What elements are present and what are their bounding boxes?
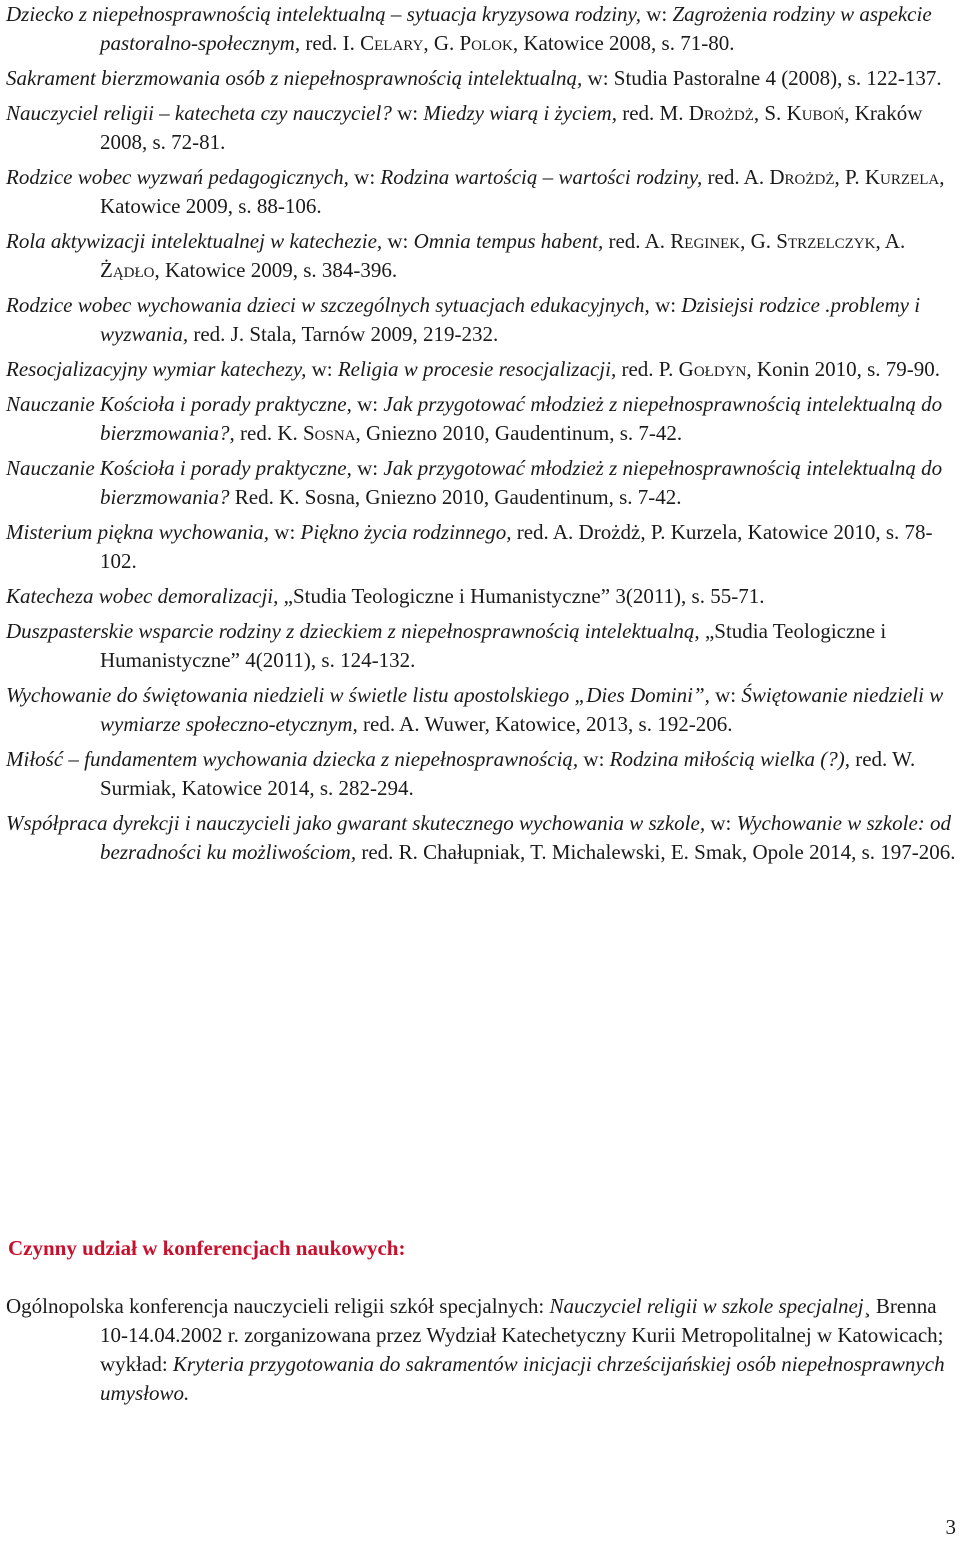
publication-entry-segment: Reginek	[670, 229, 741, 253]
publication-entry-segment: , Katowice 2008, s. 71-80.	[512, 31, 735, 55]
section-heading-conferences: Czynny udział w konferencjach naukowych:	[8, 1236, 406, 1260]
conference-entry-segment: ¸ Brenna 10-14.04.2002 r. zorganizowana przez Wydział Katechetyczny Kurii Metropolitalnej w Katowicach; wykład:	[100, 1294, 944, 1376]
publication-entry	[6, 355, 956, 384]
publication-entry-segment: Nauczanie Kościoła i porady praktyczne,	[6, 392, 352, 416]
publication-entry-segment: Rola aktywizacji intelektualnej w katechezie,	[6, 229, 383, 253]
conference-entry-segment: Kryteria przygotowania do sakramentów inicjacji chrześcijańskiej osób niepełnosprawnych umysłowo.	[100, 1352, 945, 1405]
publication-entry	[6, 0, 956, 58]
publication-entry-segment: , P.	[834, 165, 865, 189]
conference-entry-segment: Nauczyciel religii w szkole specjalnej	[549, 1294, 864, 1318]
publication-entry-segment: , Konin 2010, s. 79-90.	[746, 357, 940, 381]
publication-entry-segment: red. J. Stala, Tarnów 2009, 219-232.	[188, 322, 499, 346]
publication-entry	[6, 99, 956, 157]
conference-entry	[6, 1292, 956, 1408]
publication-entry-segment: red. P.	[616, 357, 679, 381]
publication-entry-segment: red. I.	[300, 31, 361, 55]
publication-entry-segment: w:	[649, 293, 682, 317]
publication-entry-segment: Świętowanie niedzieli w wymiarze społeczno-etycznym,	[100, 683, 944, 736]
publication-entry-segment: w:	[348, 165, 381, 189]
publication-entry-segment: w:	[391, 101, 424, 125]
publication-entry	[6, 582, 956, 611]
publication-entry-segment: Strzelczyk	[776, 229, 876, 253]
publication-entry	[6, 681, 956, 739]
publication-entry-segment: Kurzela	[864, 165, 940, 189]
publication-entry-segment: Misterium piękna wychowania,	[6, 520, 270, 544]
publication-entry	[6, 227, 956, 285]
publication-entry-segment: red. A. Drożdż, P. Kurzela, Katowice 2010, s. 78-102.	[100, 520, 933, 573]
publication-entry-segment: w:	[306, 357, 338, 381]
publication-entry-segment: Katecheza wobec demoralizacji,	[6, 584, 279, 608]
publication-entry-segment: Kuboń	[786, 101, 845, 125]
publication-entry-segment: w:	[269, 520, 301, 544]
publication-entry-segment: „Studia Teologiczne i Humanistyczne” 4(2011), s. 124-132.	[100, 619, 887, 672]
conference-entry-segment: Ogólnopolska konferencja nauczycieli religii szkół specjalnych:	[6, 1294, 550, 1318]
publication-entry-segment: Nauczyciel religii – katecheta czy nauczyciel?	[6, 101, 392, 125]
publication-entry-segment: red. R. Chałupniak, T. Michalewski, E. Smak, Opole 2014, s. 197-206.	[356, 840, 956, 864]
page-number: 3	[945, 1515, 956, 1539]
publication-entry	[6, 809, 956, 867]
publication-entry-segment: , red. K.	[229, 421, 303, 445]
publication-entry-segment: , Katowice 2009, s. 384-396.	[154, 258, 398, 282]
publication-entry	[6, 518, 956, 576]
publication-entry-segment: Omnia tempus habent,	[413, 229, 604, 253]
publication-entry-segment: Zagrożenia rodziny w aspekcie pastoralno-społecznym,	[100, 2, 932, 55]
publication-entry-segment: Żądło	[100, 258, 155, 282]
publication-entry-segment: Resocjalizacyjny wymiar katechezy,	[6, 357, 307, 381]
publication-entry-segment: „Studia Teologiczne i Humanistyczne” 3(2011), s. 55-71.	[278, 584, 765, 608]
publication-entry-segment: red. A.	[603, 229, 671, 253]
publication-entry-segment: Red. K. Sosna, Gniezno 2010, Gaudentinum, s. 7-42.	[229, 485, 682, 509]
publication-entry-segment: red. A.	[702, 165, 770, 189]
publication-entry-segment: Religia w procesie resocjalizacji,	[337, 357, 617, 381]
publication-entry-segment: , Gniezno 2010, Gaudentinum, s. 7-42.	[355, 421, 683, 445]
publication-entry-segment: Rodzina miłością wielka (?),	[609, 747, 850, 771]
publication-entry-segment: Celary	[360, 31, 424, 55]
publication-entry-segment: , G.	[740, 229, 777, 253]
publication-entry-segment: Miłość – fundamentem wychowania dziecka z niepełnosprawnością,	[6, 747, 579, 771]
publication-entry	[6, 163, 956, 221]
publication-entry-segment: w:	[351, 392, 384, 416]
publication-entry-segment: w:	[382, 229, 414, 253]
publication-entry	[6, 617, 956, 675]
publication-entry	[6, 390, 956, 448]
publication-entry-segment: Jak przygotować młodzież z niepełnosprawnością intelektualną do bierzmowania?	[100, 456, 943, 509]
publication-entry	[6, 454, 956, 512]
publication-entry-segment: w:	[351, 456, 384, 480]
publication-entry-segment: Rodzice wobec wychowania dzieci w szczególnych sytuacjach edukacyjnych,	[6, 293, 650, 317]
publication-entry-segment: w:	[709, 683, 742, 707]
publication-entry-segment: , Katowice 2009, s. 88-106.	[100, 165, 945, 218]
publication-entry-segment: Piękno życia rodzinnego,	[300, 520, 512, 544]
publication-entry-segment: w:	[705, 811, 737, 835]
publication-entry-segment: red. M.	[616, 101, 689, 125]
publication-entry	[6, 291, 956, 349]
publication-entry-segment: w:	[640, 2, 673, 26]
publication-list	[6, 0, 956, 873]
publication-entry	[6, 64, 956, 93]
publication-entry-segment: Miedzy wiarą i życiem,	[423, 101, 617, 125]
publication-entry-segment: , Kraków 2008, s. 72-81.	[100, 101, 923, 154]
publication-entry-segment: Jak przygotować młodzież z niepełnosprawnością intelektualną do bierzmowania?	[100, 392, 943, 445]
publication-entry-segment: , G.	[423, 31, 460, 55]
publication-entry-segment: Dziecko z niepełnosprawnością intelektualną – sytuacja kryzysowa rodziny,	[6, 2, 641, 26]
publication-entry-segment: Dzisiejsi rodzice .problemy i wyzwania,	[100, 293, 921, 346]
publication-entry-segment: Rodzina wartością – wartości rodziny,	[380, 165, 703, 189]
publication-entry-segment: w: Studia Pastoralne 4 (2008), s. 122-137.	[582, 66, 942, 90]
publication-entry-segment: Wychowanie do świętowania niedzieli w świetle listu apostolskiego „Dies Domini”,	[6, 683, 710, 707]
publication-entry-segment: Nauczanie Kościoła i porady praktyczne,	[6, 456, 352, 480]
publication-entry-segment: w:	[578, 747, 610, 771]
publication-entry-segment: Sakrament bierzmowania osób z niepełnosprawnością intelektualną,	[6, 66, 583, 90]
publication-entry-segment: Gołdyn	[678, 357, 747, 381]
publication-entry-segment: Polok	[459, 31, 513, 55]
publication-entry-segment: , S.	[753, 101, 787, 125]
publication-entry-segment: , A.	[875, 229, 906, 253]
publication-entry-segment: Wychowanie w szkole: od bezradności ku możliwościom,	[100, 811, 952, 864]
publication-entry-segment: Duszpasterskie wsparcie rodziny z dzieckiem z niepełnosprawnością intelektualną,	[6, 619, 700, 643]
publication-entry-segment: red. A. Wuwer, Katowice, 2013, s. 192-206.	[357, 712, 733, 736]
publication-entry-segment: Drożdż	[769, 165, 835, 189]
publication-entry-segment: Sosna	[303, 421, 356, 445]
publication-entry-segment: red. W. Surmiak, Katowice 2014, s. 282-294.	[100, 747, 916, 800]
publication-entry-segment: Współpraca dyrekcji i nauczycieli jako gwarant skutecznego wychowania w szkole,	[6, 811, 706, 835]
conference-list	[6, 1292, 956, 1414]
publication-entry-segment: Rodzice wobec wyzwań pedagogicznych,	[6, 165, 349, 189]
publication-entry	[6, 745, 956, 803]
publication-entry-segment: Drożdż	[688, 101, 754, 125]
